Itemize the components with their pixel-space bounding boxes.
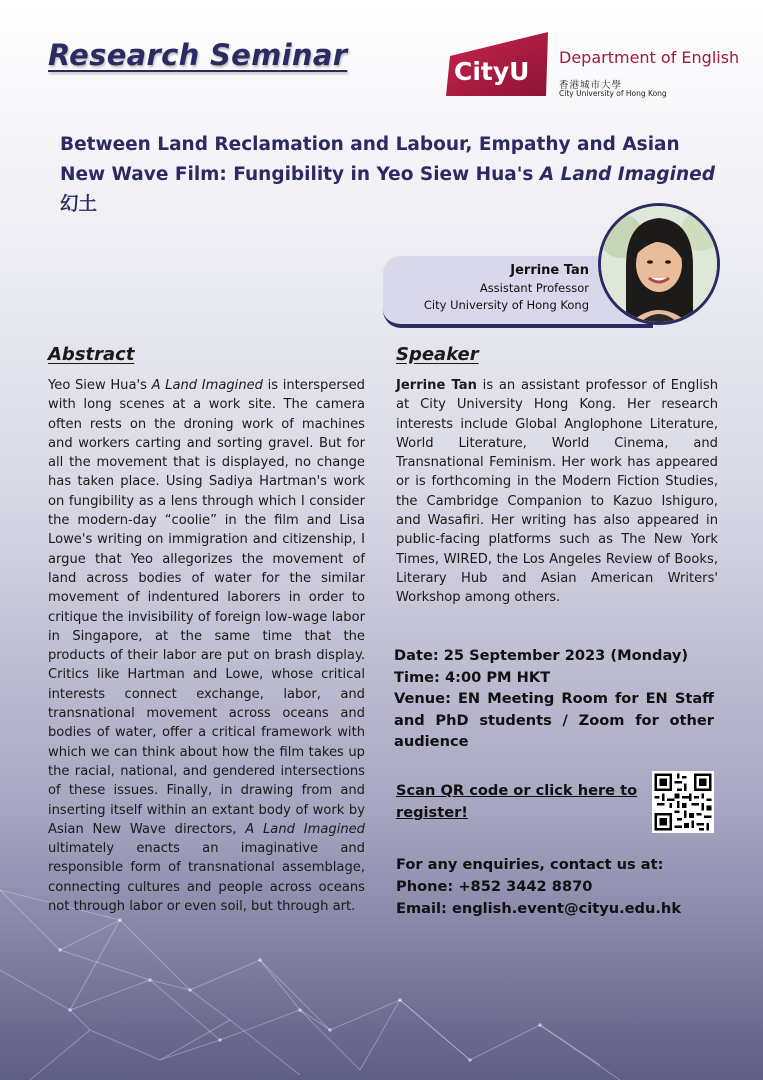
speaker-photo: [598, 203, 720, 325]
talk-title-film: A Land Imagined: [539, 164, 715, 185]
speaker-portrait-illustration: [601, 206, 717, 322]
speaker-bio-text: is an assistant professor of English at City University Hong Kong. Her research interests include Global Anglophone Literature, World Literature, World Cinema, and Transnational Feminism. Her work has appeared or is forthcoming in the Modern Fiction Studies, the Cambridge Companion to Kazuo Ishiguro, and Wasafiri. Her writing has also appeared in public-facing platforms such as The New York Times, WIRED, the Los Angeles Review of Books, Literary Hub and Asian American Writers' Workshop among others.: [396, 378, 718, 606]
abstract-text: [48, 376, 365, 916]
speaker-card-affiliation: City University of Hong Kong: [423, 298, 589, 312]
event-details: [394, 645, 714, 753]
cityu-wordmark: CityU: [454, 57, 530, 86]
speaker-card-name: Jerrine Tan: [510, 263, 589, 278]
speaker-card-position: Assistant Professor: [479, 281, 589, 295]
abstract-film-title: A Land Imagined: [151, 378, 263, 393]
register-link[interactable]: Scan QR code or click here to register!: [396, 782, 638, 821]
contact-phone: Phone: +852 3442 8870: [396, 878, 593, 895]
cityu-logo-mark: [446, 32, 552, 96]
abstract-text-part: ultimately enacts an imaginative and responsible form of transnational assemblage, connecting cultures and people across oceans not through labor or even soil, but through art.: [48, 841, 365, 915]
talk-title: [60, 130, 720, 220]
qr-code-icon[interactable]: [652, 771, 714, 833]
university-chinese-name: 香港城市大學: [559, 80, 623, 91]
contact-intro: For any enquiries, contact us at:: [396, 856, 664, 873]
event-time: Time: 4:00 PM HKT: [394, 668, 551, 686]
contact-info: [396, 854, 726, 920]
speaker-bio: [396, 376, 718, 608]
speaker-heading: Speaker: [396, 344, 479, 365]
talk-title-chinese: 幻土: [60, 194, 98, 215]
page-title: Research Seminar: [48, 38, 348, 72]
abstract-text-part: Yeo Siew Hua's: [48, 378, 152, 393]
speaker-bio-name: Jerrine Tan: [396, 378, 477, 393]
department-name: Department of English: [559, 48, 740, 67]
cityu-logo: [446, 32, 740, 102]
talk-title-main: Between Land Reclamation and Labour, Empathy and Asian New Wave Film: Fungibility in Yeo Siew Hua's: [60, 134, 680, 185]
abstract-heading: Abstract: [48, 344, 135, 365]
university-english-name: City University of Hong Kong: [559, 89, 667, 98]
abstract-film-title: A Land Imagined: [245, 821, 365, 837]
contact-email[interactable]: Email: english.event@cityu.edu.hk: [396, 900, 682, 917]
event-venue: Venue: EN Meeting Room for EN Staff and PhD students / Zoom for other audience: [394, 690, 714, 751]
abstract-text-part: is interspersed with long scenes at a work site. The camera often rests on the droning work of machines and workers carting and sorting gravel. But for all the movement that is displayed, no change has taken place. Using Sadiya Hartman's work on fungibility as a lens through which I consider the modern-day “coolie” in the film and Lisa Lowe's writing on immigration and citizenship, I argue that Yeo allegorizes the movement of land across bodies of water for the similar movement of indentured laborers in order to critique the invisibility of foreign low-wage labor in Singapore, at the same time that the products of their labor are put on brash display. Critics like Hartman and Lowe, whose critical interests connect exchange, labor, and transnational movement across oceans and bodies of water, offer a critical framework with which we can think about how the film takes up the racial, national, and gendered intersections of these issues. Finally, in drawing from and inserting itself within an extant body of work by Asian New Wave directors,: [48, 378, 365, 837]
event-date: Date: 25 September 2023 (Monday): [394, 647, 689, 664]
